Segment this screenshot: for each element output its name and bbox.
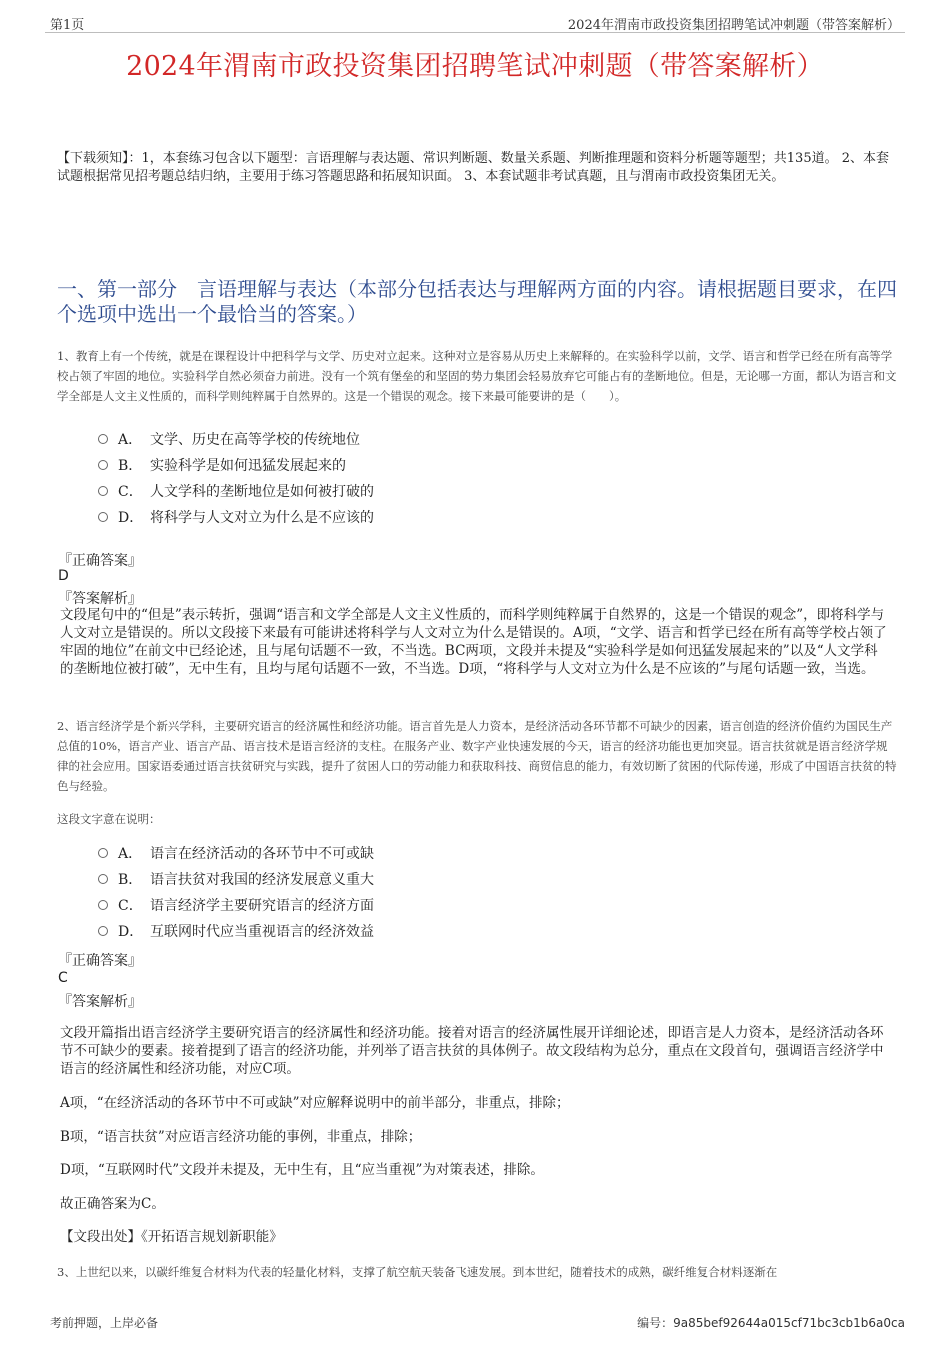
option-letter: C． xyxy=(118,484,143,500)
document-title: 2024年渭南市政投资集团招聘笔试冲刺题（带答案解析） xyxy=(126,51,824,82)
running-header-title: 2024年渭南市政投资集团招聘笔试冲刺题（带答案解析） xyxy=(567,18,900,33)
radio-icon[interactable] xyxy=(98,848,108,858)
radio-icon[interactable] xyxy=(98,926,108,936)
answer-label: 『正确答案』 xyxy=(58,953,142,969)
footer-code-value: 9a85bef92644a015cf71bc3cb1b6a0ca xyxy=(673,1316,905,1330)
answer-analysis: 文段尾句中的“但是”表示转折，强调“语言和文学全部是人文主义性质的，而科学则纯粹属于自然界的，这是一个错误的观念”，即将科学与人文对立是错误的。所以文段接下来最有可能讲述将科学与人文对立为什么是错误的。A项，“文学、语言和哲学已经在所有高等学校占领了牢固的地位”在前文中已经论述，且与尾句话题不一致，不当选。BC两项，文段并未提及“实验科学是如何迅猛发展起来的”以及“人文学科的垄断地位被打破”，无中生有，且均与尾句话题不一致，不当选。D项，“将科学与人文对立为什么是不应该的”与尾句话题一致，当选。 xyxy=(60,607,887,677)
option-letter: D． xyxy=(118,510,144,526)
radio-icon[interactable] xyxy=(98,512,108,522)
radio-icon[interactable] xyxy=(98,486,108,496)
option-text: 语言经济学主要研究语言的经济方面 xyxy=(150,898,374,914)
section-heading: 一、第一部分 言语理解与表达（本部分包括表达与理解两方面的内容。请根据题目要求，在四个选项中选出一个最恰当的答案。） xyxy=(57,277,897,326)
option-b[interactable] xyxy=(98,452,374,478)
option-b[interactable] xyxy=(98,866,374,892)
footer-code-label: 编号： xyxy=(637,1316,674,1330)
option-c[interactable] xyxy=(98,892,374,918)
option-c[interactable] xyxy=(98,478,374,504)
passage-source: 【文段出处】《开拓语言规划新职能》 xyxy=(60,1229,283,1245)
option-letter: B． xyxy=(118,458,143,474)
option-letter: A． xyxy=(118,432,143,448)
header-divider xyxy=(45,32,905,33)
option-text: 文学、历史在高等学校的传统地位 xyxy=(150,432,360,448)
analysis-point-d: D项，“互联网时代”文段并未提及，无中生有，且“应当重视”为对策表述，排除。 xyxy=(60,1162,544,1178)
question-3-text: 3、上世纪以来，以碳纤维复合材料为代表的轻量化材料，支撑了航空航天装备飞速发展。到本世纪，随着技术的成熟，碳纤维复合材料逐渐在 xyxy=(57,1265,778,1279)
radio-icon[interactable] xyxy=(98,900,108,910)
analysis-label: 『答案解析』 xyxy=(58,994,142,1010)
page-number: 第1页 xyxy=(50,18,85,33)
option-text: 将科学与人文对立为什么是不应该的 xyxy=(150,510,374,526)
option-text: 语言在经济活动的各环节中不可或缺 xyxy=(150,846,374,862)
option-a[interactable] xyxy=(98,840,374,866)
download-notice: 【下载须知】：1，本套练习包含以下题型：言语理解与表达题、常识判断题、数量关系题、判断推理题和资料分析题等题型；共135道。 2、本套试题根据常见招考题总结归纳，主要用于练习答题思路和拓展知识面。 3、本套试题非考试真题，且与渭南市政投资集团无关。 xyxy=(57,151,889,184)
analysis-conclusion: 故正确答案为C。 xyxy=(60,1196,165,1212)
analysis-point-b: B项，“语言扶贫”对应语言经济功能的事例，非重点，排除； xyxy=(60,1129,422,1145)
analysis-point-a: A项，“在经济活动的各环节中不可或缺”对应解释说明中的前半部分，非重点，排除； xyxy=(60,1095,570,1111)
radio-icon[interactable] xyxy=(98,874,108,884)
question-2-text: 2、语言经济学是个新兴学科，主要研究语言的经济属性和经济功能。语言首先是人力资本，是经济活动各环节都不可缺少的因素，语言创造的经济价值约为国民生产总值的10%，语言产业、语言产品、语言技术是语言经济的支柱。在服务产业、数字产业快速发展的今天，语言的经济功能也更加突显。语言扶贫就是语言经济学规律的社会应用。国家语委通过语言扶贫研究与实践，提升了贫困人口的劳动能力和获取科技、商贸信息的能力，有效切断了贫困的代际传递，形成了中国语言扶贫的特色与经验。 xyxy=(57,719,897,793)
question-1-options xyxy=(98,426,374,530)
option-text: 实验科学是如何迅猛发展起来的 xyxy=(150,458,346,474)
radio-icon[interactable] xyxy=(98,460,108,470)
option-d[interactable] xyxy=(98,504,374,530)
correct-answer: D xyxy=(58,568,69,584)
option-letter: A． xyxy=(118,846,143,862)
option-letter: D． xyxy=(118,924,144,940)
option-text: 互联网时代应当重视语言的经济效益 xyxy=(150,924,374,940)
option-text: 语言扶贫对我国的经济发展意义重大 xyxy=(150,872,374,888)
footer-code xyxy=(637,1314,905,1331)
option-text: 人文学科的垄断地位是如何被打破的 xyxy=(150,484,374,500)
radio-icon[interactable] xyxy=(98,434,108,444)
option-d[interactable] xyxy=(98,918,374,944)
option-letter: C． xyxy=(118,898,143,914)
question-2-options xyxy=(98,840,374,944)
question-1-text: 1、教育上有一个传统，就是在课程设计中把科学与文学、历史对立起来。这种对立是容易从历史上来解释的。在实验科学以前，文学、语言和哲学已经在所有高等学校占领了牢固的地位。实验科学自然必须奋力前进。没有一个筑有堡垒的和坚固的势力集团会轻易放弃它可能占有的垄断地位。但是，无论哪一方面，都认为语言和文学全部是人文主义性质的，而科学则纯粹属于自然界的。这是一个错误的观念。接下来最可能要讲的是（ ）。 xyxy=(57,349,897,403)
option-a[interactable] xyxy=(98,426,374,452)
option-letter: B． xyxy=(118,872,143,888)
footer-slogan: 考前押题，上岸必备 xyxy=(50,1316,159,1330)
correct-answer: C xyxy=(58,970,68,986)
question-2-prompt: 这段文字意在说明： xyxy=(57,812,161,826)
analysis-label: 『答案解析』 xyxy=(58,591,142,607)
answer-label: 『正确答案』 xyxy=(58,553,142,569)
answer-analysis: 文段开篇指出语言经济学主要研究语言的经济属性和经济功能。接着对语言的经济属性展开详细论述，即语言是人力资本，是经济活动各环节不可缺少的要素。接着提到了语言的经济功能，并列举了语言扶贫的具体例子。故文段结构为总分，重点在文段首句，强调语言经济学中语言的经济属性和经济功能，对应C项。 xyxy=(60,1025,884,1077)
